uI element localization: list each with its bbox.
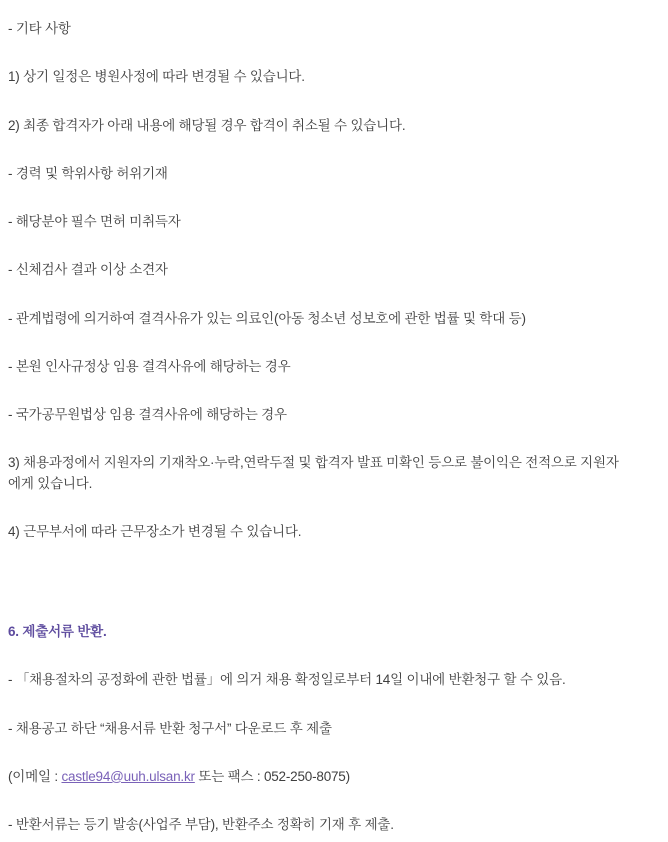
spacer [8, 46, 658, 60]
other-item-4: 4) 근무부서에 따라 근무장소가 변경될 수 있습니다. [8, 523, 302, 539]
disqualification-item-5: - 본원 인사규정상 임용 결격사유에 해당하는 경우 [8, 358, 291, 374]
section-heading-return-documents: 6. 제출서류 반환. [8, 624, 107, 639]
spacer [8, 384, 658, 398]
spacer [8, 95, 658, 109]
return-contact-line [8, 760, 658, 794]
other-item-2: 2) 최종 합격자가 아래 내용에 해당될 경우 합격이 취소될 수 있습니다. [8, 117, 406, 133]
contact-prefix: (이메일 : [8, 768, 62, 784]
spacer [8, 288, 658, 302]
disqualification-item-4: - 관계법령에 의거하여 결격사유가 있는 의료인(아동 청소년 성보호에 관한 법률 및 학대 등) [8, 310, 526, 326]
spacer [8, 501, 658, 515]
spacer [8, 794, 658, 808]
spacer [8, 336, 658, 350]
other-matters-label: - 기타 사항 [8, 21, 71, 36]
disqualification-item-2: - 해당분야 필수 면허 미취득자 [8, 214, 181, 229]
disqualification-item-6: - 국가공무원법상 임용 결격사유에 해당하는 경우 [8, 407, 287, 422]
other-item-3: 3) 채용과정에서 지원자의 기재착오·누락,연락두절 및 합격자 발표 미확인 등으로 불이익은 전적으로 지원자에게 있습니다. [8, 455, 619, 491]
spacer [8, 549, 658, 593]
return-item-1: - 「채용절차의 공정화에 관한 법률」에 의거 채용 확정일로부터 14일 이내에 반환청구 할 수 있음. [8, 672, 566, 688]
return-item-3: - 반환서류는 등기 발송(사업주 부담), 반환주소 정확히 기재 후 제출. [8, 817, 394, 832]
spacer [8, 239, 658, 253]
spacer [8, 746, 658, 760]
other-item-1: 1) 상기 일정은 병원사정에 따라 변경될 수 있습니다. [8, 69, 305, 85]
spacer [8, 698, 658, 712]
email-link[interactable]: castle94@uuh.ulsan.kr [61, 768, 195, 784]
spacer [8, 649, 658, 663]
spacer [8, 143, 658, 157]
spacer [8, 191, 658, 205]
disqualification-item-3: - 신체검사 결과 이상 소견자 [8, 262, 168, 278]
contact-suffix: 또는 팩스 : 052-250-8075) [194, 768, 350, 784]
spacer [8, 432, 658, 446]
spacer [8, 593, 658, 615]
disqualification-item-1: - 경력 및 학위사항 허위기재 [8, 165, 168, 181]
return-item-2: - 채용공고 하단 “채용서류 반환 청구서” 다운로드 후 제출 [8, 720, 332, 736]
